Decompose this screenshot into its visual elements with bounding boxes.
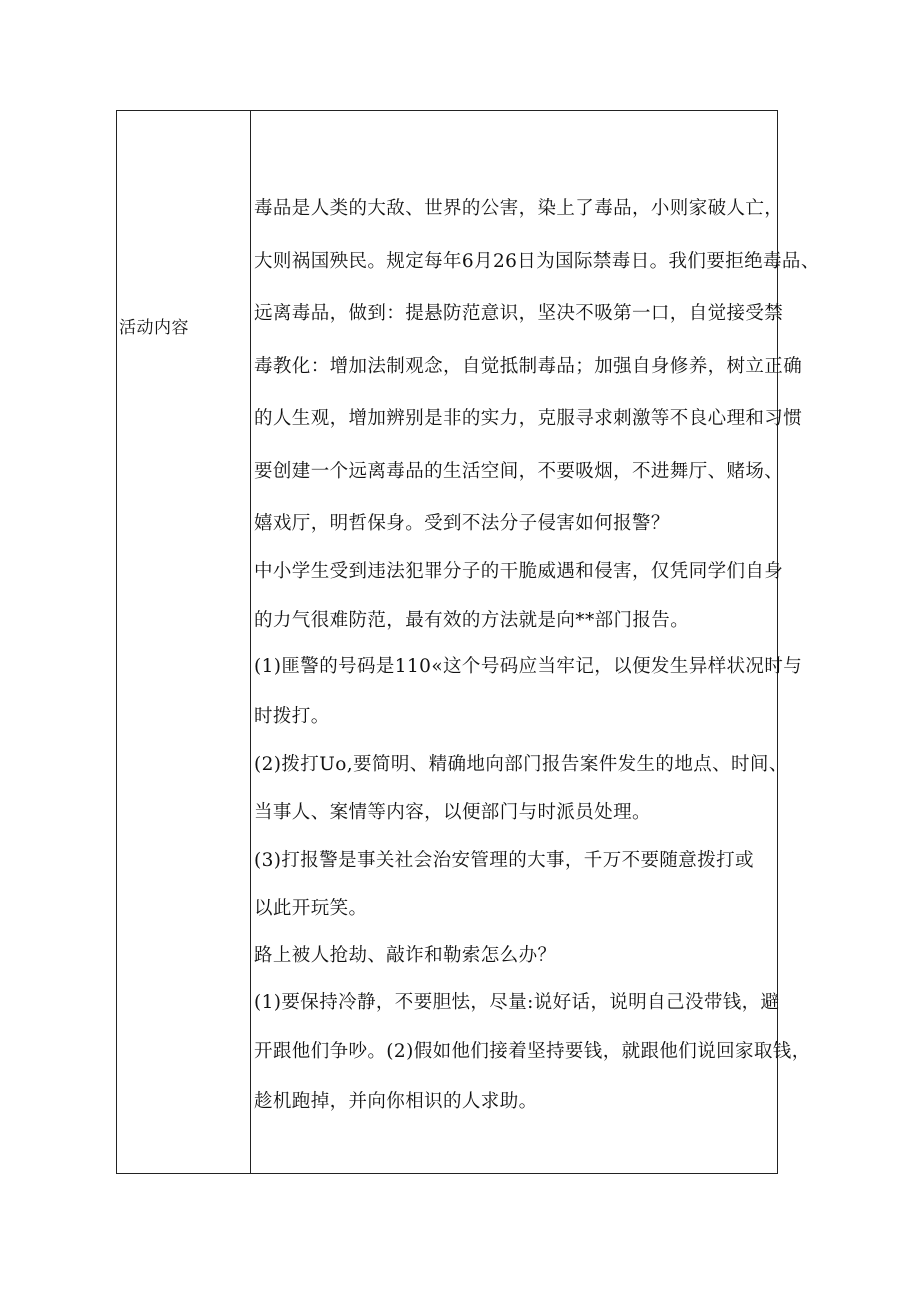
label-cell bbox=[117, 111, 251, 1173]
activity-table bbox=[116, 110, 820, 1174]
activity-content-label: 活动内容 bbox=[119, 318, 189, 338]
content-line: 的力气很难防范，最有效的方法就是向**部门报告。 bbox=[254, 610, 690, 631]
content-line: 的人生观，增加辨别是非的实力，克服寻求刺激等不良心理和习惯 bbox=[254, 408, 803, 429]
content-line: 时拨打。 bbox=[254, 706, 330, 727]
content-line: 路上被人抢劫、敲诈和勒索怎么办？ bbox=[254, 945, 557, 966]
content-line: (1)匪警的号码是110«这个号码应当牢记，以便发生异样状况时与 bbox=[254, 656, 803, 677]
content-line: 嬉戏厅，明哲保身。受到不法分子侵害如何报警？ bbox=[254, 513, 670, 534]
content-line: 开跟他们争吵。(2)假如他们接着坚持要钱，就跟他们说回家取钱， bbox=[254, 1041, 811, 1062]
content-line: 中小学生受到违法犯罪分子的干脆威遇和侵害，仅凭同学们自身 bbox=[254, 561, 784, 582]
content-line: (1)要保持冷静，不要胆怯，尽量:说好话，说明自己没带钱，避 bbox=[254, 992, 780, 1013]
content-cell bbox=[252, 111, 820, 1173]
content-line: (3)打报警是事关社会治安管理的大事，千万不要随意拨打或 bbox=[254, 850, 754, 871]
content-line: 趁机跑掉，并向你相识的人求助。 bbox=[254, 1091, 538, 1112]
content-line: 远离毒品，做到：提悬防范意识，坚决不吸第一口，自觉接受禁 bbox=[254, 303, 784, 324]
content-line: 毒教化：增加法制观念，自觉抵制毒品；加强自身修养，树立正确 bbox=[254, 356, 803, 377]
content-line: 大则祸国殃民。规定每年6月26日为国际禁毒日。我们要拒绝毒品、 bbox=[254, 251, 820, 272]
content-line: 毒品是人类的大敌、世界的公害，染上了毒品，小则家破人亡， bbox=[254, 198, 784, 219]
content-line: (2)拨打Uo,要简明、精确地向部门报告案件发生的地点、时间、 bbox=[254, 754, 788, 775]
content-line: 要创建一个远离毒品的生活空间，不要吸烟，不进舞厅、赌场、 bbox=[254, 461, 784, 482]
content-line: 以此开玩笑。 bbox=[254, 898, 368, 919]
content-line: 当事人、案情等内容，以便部门与时派员处理。 bbox=[254, 802, 651, 823]
